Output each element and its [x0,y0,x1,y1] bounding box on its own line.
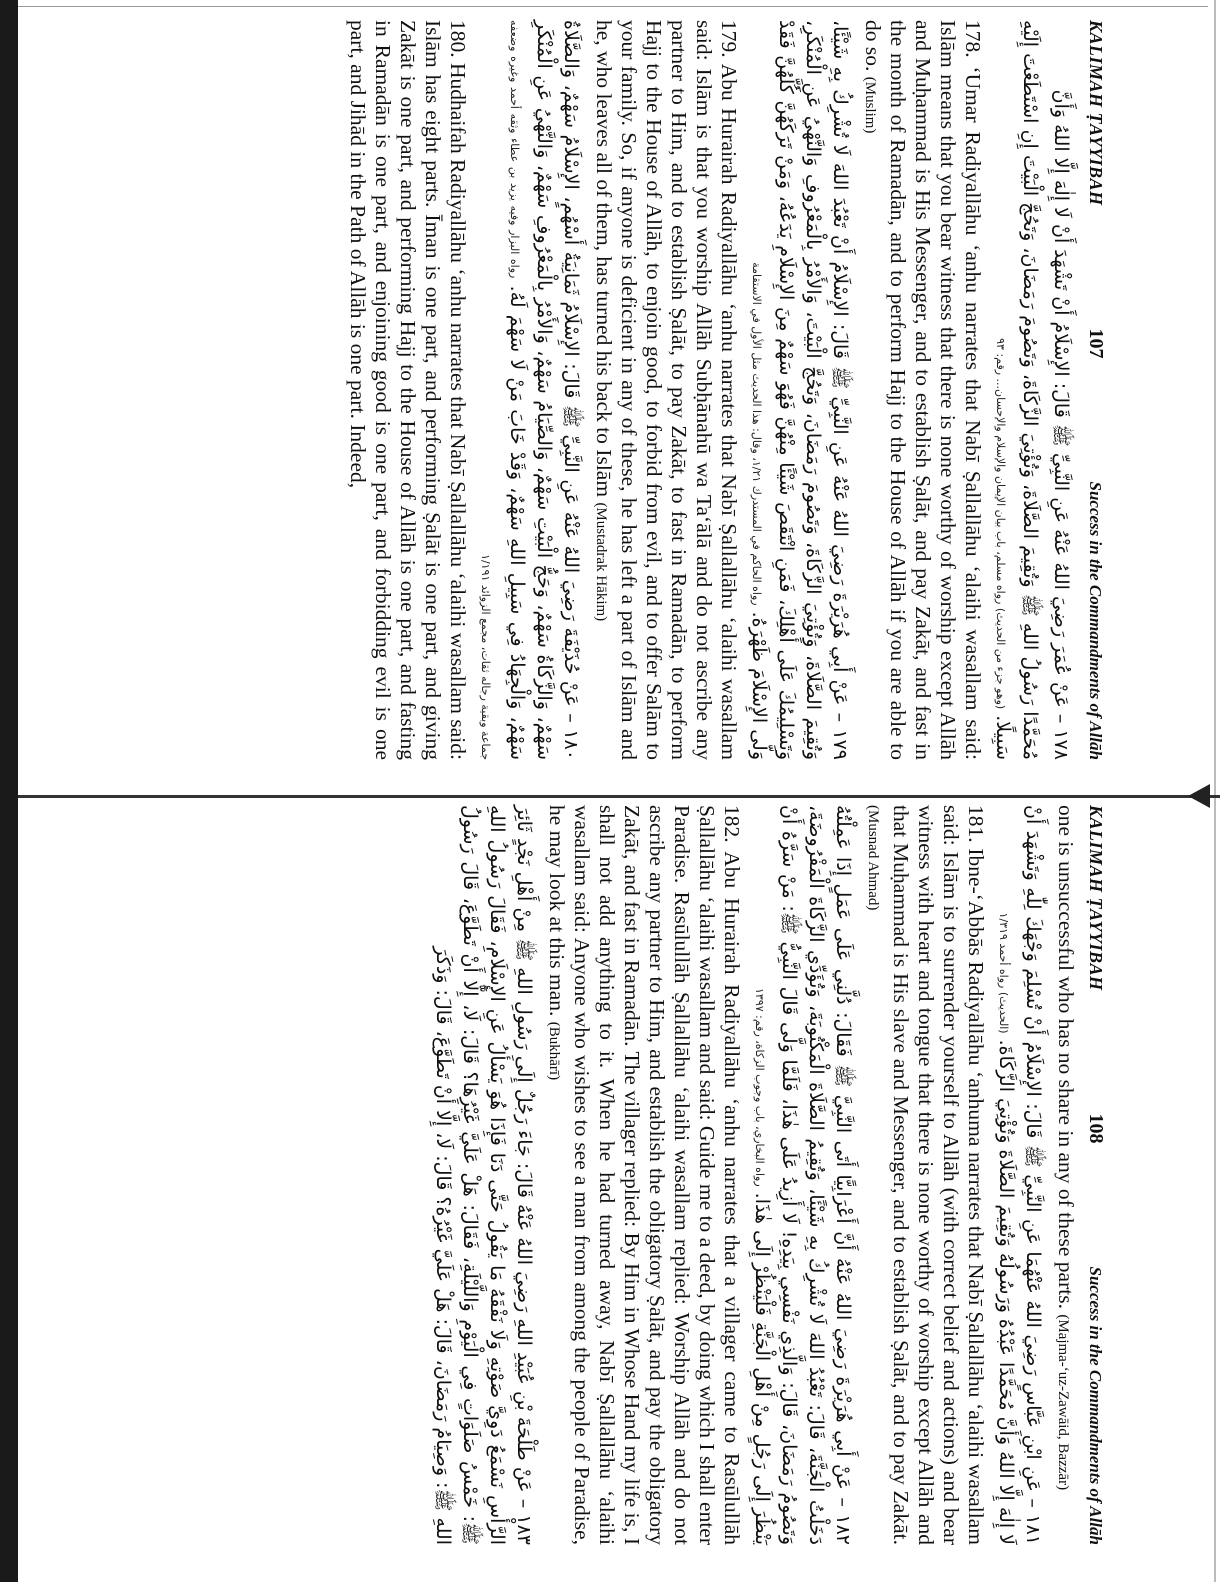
hadith-178-reference: (وهو جزء من الحديث) رواه مسلم، باب بيان الإيمان والإسلام والإحسان... رقم: ٩٣ [994,338,1007,710]
hadith-180-arabic: ١٨٠ – عَنْ حُذَيْفَةَ رَضِيَ اللهُ عَنْهُ عَنِ النَّبِيِّ ﷺ قَالَ: الإِسْلَامُ ثَمَانِيَةُ أَسْهُمٍ، الإِسْلَامُ سَهْمٌ، وَالصَّلَاةُ سَهْمٌ، وَالزَّكَاةُ سَهْمٌ، وَحَجُّ الْبَيْتِ سَهْمٌ، وَالصِّيَامُ سَهْمٌ، وَالأَمْرُ بِالْمَعْرُوفِ سَهْمٌ، وَالنَّهْيُ عَنِ الْمُنْكَرِ سَهْمٌ، وَالْجِهَادُ فِي سَبِيلِ اللهِ سَهْمٌ، وَقَدْ خَابَ مَنْ لَا سَهْمَ لَهُ. رواه البزار وفيه يزيد بن عطاء وثقه أحمد وغيره وضعفه جماعة وبقية رجاله ثقات، مجمع الزوائد ١/١٩١ [479,20,582,760]
scan-edge-top [18,6,1208,7]
fold-marker [1188,784,1210,808]
scan-edge-right [1214,0,1216,1582]
hadith-179-arabic: ١٧٩ – عَنْ أَبِي هُرَيْرَةَ رَضِيَ اللهُ عَنْهُ عَنِ النَّبِيِّ ﷺ قَالَ: الإِسْلَامُ أَنْ تَعْبُدَ اللهَ لَا تُشْرِكُ بِهِ شَيْئًا، وَتُقِيمَ الصَّلَاةَ، وَتُؤْتِيَ الزَّكَاةَ، وَتَصُومَ رَمَضَانَ، وَتَحُجَّ الْبَيْتَ، وَالأَمْرُ بِالْمَعْرُوفِ وَالنَّهْيُ عَنِ الْمُنْكَرِ، وَتَسْلِيمُكَ عَلَى أَهْلِكَ، فَمَنِ انْتَقَصَ شَيْئًا مِنْهُنَّ فَهُوَ سَهْمٌ مِنَ الإِسْلَامِ يَدَعُهُ، وَمَنْ تَرَكَهُنَّ كُلَّهُنَّ فَقَدْ وَلَّى الإِسْلَامَ ظَهْرَهُ. رواه الحاكم في المستدرك ١/٢١، وقال: هذا الحديث مثل الأول في الاستقامة [748,20,851,760]
hadith-181-arabic: ١٨١ – عَنِ ابْنِ عَبَّاسٍ رَضِيَ اللهُ عَنْهُمَا عَنِ النَّبِيِّ ﷺ قَالَ: الإِسْلَامُ أَنْ تُسْلِمَ وَجْهَكَ لِلّٰهِ وَتَشْهَدَ أَنْ لَا إِلٰهَ إِلَّا اللهُ وَأَنَّ مُحَمَّدًا عَبْدُهُ وَرَسُولُهُ وَتُقِيمَ الصَّلَاةَ وَتُؤْتِيَ الزَّكَاةَ. (الحديث) رواه أحمد ١/٣١٩ [995,805,1044,1545]
hadith-180-continuation: one is unsuccessful who has no share in any of these parts. (Majma-‘uz-Zawāid, Bazzār) [1054,805,1078,1491]
hadith-178-source: (Muslim) [862,76,878,134]
page-number: 108 [1085,1113,1107,1144]
hadith-178-arabic-start: ١٧٨ – عَنْ عُمَرَ رَضِيَ اللهُ عَنْهُ عَنِ النَّبِيِّ ﷺ قَالَ: الإِسْلَامُ أَنْ تَشْهَدَ أَنْ لَا إِلٰهَ إِلَّا اللهُ وَأَنَّ [1050,89,1072,760]
hadith-181-source: (Musnad Ahmad) [865,805,881,911]
book-title: KALIMAH ṬAYYIBAH [1086,20,1106,206]
hadith-179-translation: 179. Abu Hurairah Radiyallāhu ‘anhu narrates that Nabī Ṣallallāhu ‘alaihi wasallam said: Islām is that you worship Allāh Subḥānahū wa Ta‘ālā and do not ascribe any partner to Him, and to establish Ṣalāt, to pay Zakāt, to fast in Ramadān, to perform Hajj to the House of Allāh, to enjoin good, to forbid from evil, and to offer Salām to your family. So, if anyone is deficient in any of these, he has left a part of Islām and he, who leaves all of them, has turned his back to Islām (Mustadrak Hākim) [592,20,741,760]
page-number: 107 [1085,328,1107,359]
hadith-180-reference: رواه البزار وفيه يزيد بن عطاء وثقه أحمد وغيره وضعفه جماعة وبقية رجاله ثقات، مجمع الزوائد ١/١٩١ [479,20,521,760]
chapter-title: Success in the Commandments of Allāh [1086,481,1105,760]
hadith-179-source: (Mustadrak Hākim) [593,502,609,622]
hadith-183-arabic: ١٨٣ – عَنْ طَلْحَةَ بْنِ عُبَيْدِ اللهِ رَضِيَ اللهُ عَنْهُ قَالَ: جَاءَ رَجُلٌ إِلَى رَسُولِ اللهِ ﷺ مِنْ أَهْلِ نَجْدٍ ثَائِرَ الرَّأْسِ نَسْمَعُ دَوِيَّ صَوْتِهِ وَلَا نَفْقَهُ مَا يَقُولُ حَتَّى دَنَا فَإِذَا هُوَ يَسْأَلُ عَنِ الإِسْلَامِ، فَقَالَ رَسُولُ اللهِ ﷺ: خَمْسُ صَلَوَاتٍ فِي الْيَوْمِ وَاللَّيْلَةِ، فَقَالَ: هَلْ عَلَيَّ غَيْرُهَا؟ قَالَ: لَا، إِلَّا أَنْ تَطَوَّعَ، قَالَ رَسُولُ اللهِ ﷺ: وَصِيَامُ رَمَضَانَ، قَالَ: هَلْ عَلَيَّ غَيْرُهُ؟ قَالَ: لَا، إِلَّا أَنْ تَطَوَّعَ، قَالَ: وَذَكَرَ [432,805,535,1545]
hadith-178-arabic-cont: مُحَمَّدًا رَسُولُ اللهِ ﷺ وَتُقِيمَ الصَّلَاةَ، وَتُؤْتِيَ الزَّكَاةَ، وَتَصُومَ رَمَضَانَ، وَتَحُجَّ الْبَيْتَ إِنِ اسْتَطَعْتَ إِلَيْهِ سَبِيلًا. (وهو جزء من الحديث) رواه مسلم، باب بيان الإيمان والإسلام والإحسان... رقم: ٩٣ [992,20,1041,760]
hadith-182-arabic: ١٨٢ – عَنْ أَبِي هُرَيْرَةَ رَضِيَ اللهُ عَنْهُ أَنَّ أَعْرَابِيًّا أَتَى النَّبِيَّ ﷺ فَقَالَ: دُلَّنِي عَلَى عَمَلٍ إِذَا عَمِلْتُهُ دَخَلْتُ الْجَنَّةَ، قَالَ: تَعْبُدُ اللهَ لَا تُشْرِكُ بِهِ شَيْئًا، وَتُقِيمُ الصَّلَاةَ الْمَكْتُوبَةَ، وَتُؤَدِّي الزَّكَاةَ الْمَفْرُوضَةَ، وَتَصُومُ رَمَضَانَ، قَالَ: وَالَّذِي نَفْسِي بِيَدِهِ! لَا أَزِيدُ عَلَى هٰذَا، فَلَمَّا وَلَّى قَالَ النَّبِيُّ ﷺ: مَنْ سَرَّهُ أَنْ يَنْظُرَ إِلَى رَجُلٍ مِنْ أَهْلِ الْجَنَّةِ فَلْيَنْظُرْ إِلَى هٰذَا. رواه البخاري، باب وجوب الزكاة، رقم: ١٣٩٧ [751,805,854,1545]
hadith-180-translation: 180. Hudhaifah Radiyallāhu ‘anhu narrates that Nabī Ṣallallāhu ‘alaihi wasallam said: Islām has eight parts. Īman is one part, and performing Ṣalāt is one part, and giving Zakāt is one part, and performing Hajj to the House of Allāh is one part, and fasting in Ramadān is one part, and enjoining good is one part, and forbidding evil is one part, and Jihād in the Path of Allāh is one part. Indeed, [346,20,470,760]
scan-shadow-left [0,0,18,1582]
hadith-181-translation: 181. Ibne-‘Abbās Radiyallāhu ‘anhuma narrates that Nabī Ṣallallāhu ‘alaihi wasallam said: Islām is to surrender yourself to Allāh (with correct belief and actions) and bear witness with heart and tongue that there is none worthy of worship except Allāh and that Muḥammad is His slave and Messenger, and to establish Ṣalāt, and to pay Zakāt. (Musnad Ahmad) [865,805,988,1545]
page-108 [48,805,1108,1545]
chapter-title: Success in the Commandments of Allāh [1086,1266,1105,1545]
hadith-180-source: (Majma-‘uz-Zawāid, Bazzār) [1055,1314,1071,1491]
running-head [1078,805,1108,1545]
running-head [1078,20,1108,760]
page-fold-line [18,795,1220,798]
hadith-182-source: (Bukhārī) [546,1021,562,1081]
book-title: KALIMAH ṬAYYIBAH [1086,805,1106,991]
hadith-178-translation: 178. ‘Umar Radiyallāhu ‘anhu narrates that Nabī Ṣallallāhu ‘alaihi wasallam said: Islām means that you bear witness that there is none worthy of worship except Allāh and Muḥammad is His Messenger, and to establish Ṣalāt, and pay Zakāt, and fast in the month of Ramadān, and to perform Hajj to the House of Allāh if you are able to do so. (Muslim) [861,20,985,760]
hadith-182-translation: 182. Abu Hurairah Radiyallāhu ‘anhu narrates that a villager came to Rasūlullāh Ṣallallāhu ‘alaihi wasallam and said: Guide me to a deed, by doing which I shall enter Paradise. Rasūlullāh Ṣallallāhu ‘alaihi wasallam replied: Worship Allāh and do not ascribe any partner to Him, and establish the obligatory Ṣalāt, and pay the obligatory Zakāt, and fast in Ramadān. The villager replied: By Him in Whose Hand my life is, I shall not add anything to it. When he had turned away, Nabī Ṣallallāhu ‘alaihi wasallam said: Anyone who wishes to see a man from among the people of Paradise, he may look at this man. (Bukhārī) [545,805,744,1545]
page-107 [48,20,1108,760]
hadith-181-reference: (الحديث) رواه أحمد ١/٣١٩ [997,912,1010,1034]
hadith-182-reference: رواه البخاري، باب وجوب الزكاة، رقم: ١٣٩٧ [753,988,766,1187]
hadith-179-reference: رواه الحاكم في المستدرك ١/٢١، وقال: هذا الحديث مثل الأول في الاستقامة [750,262,763,606]
